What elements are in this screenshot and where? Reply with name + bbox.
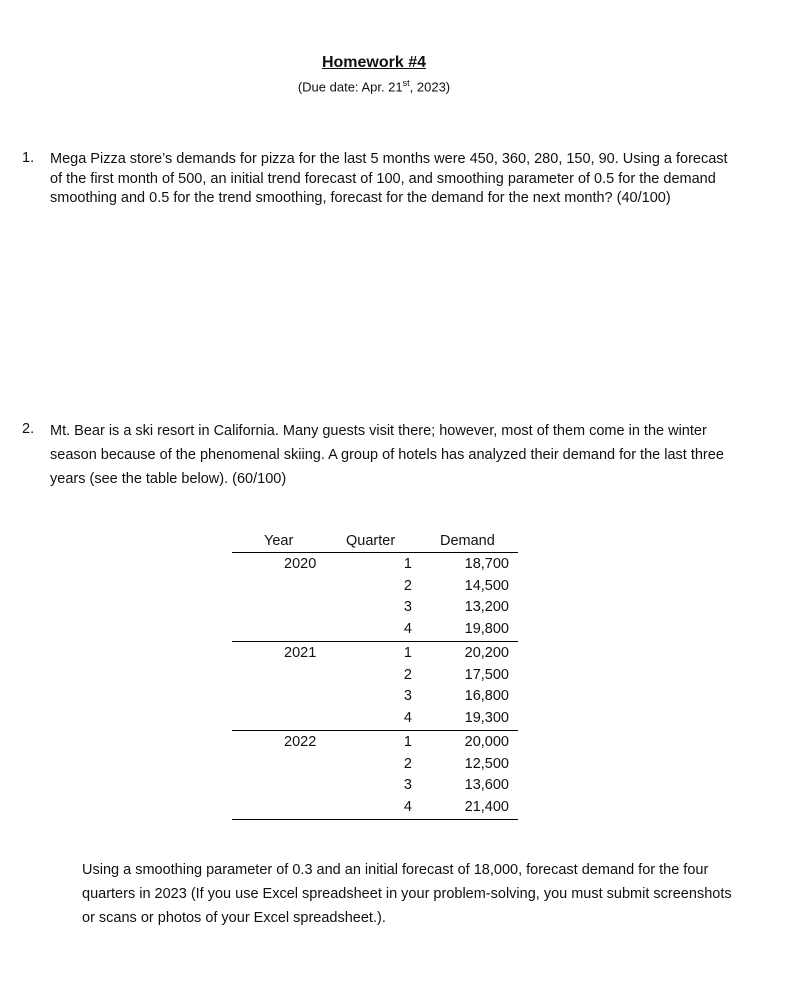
table-row xyxy=(232,777,518,799)
demand-cell: 13,200 xyxy=(464,599,509,616)
quarter-cell: 4 xyxy=(403,621,412,638)
table-row xyxy=(232,599,518,621)
table-header xyxy=(232,531,518,553)
table-row xyxy=(232,799,518,821)
quarter-cell: 1 xyxy=(403,556,412,572)
table-row xyxy=(232,556,518,578)
header-quarter: Quarter xyxy=(346,533,396,549)
demand-cell: 13,600 xyxy=(464,777,509,794)
demand-cell: 14,500 xyxy=(464,577,509,594)
due-date-ordinal: st xyxy=(402,78,410,88)
quarter-cell: 1 xyxy=(403,734,412,750)
year-cell: 2021 xyxy=(284,645,317,661)
year-group xyxy=(232,731,518,820)
demand-cell: 19,300 xyxy=(464,710,509,727)
quarter-cell: 3 xyxy=(403,777,412,794)
question-1-text: Mega Pizza store’s demands for pizza for the last 5 months were 450, 360, 280, 150, 90. Using a forecast of the first month of 500, an initial trend forecast of 100, and smoothing parameter of 0.5 for the demand smoothing and 0.5 for the trend smoothing, forecast for the demand for the next month? (40/100) xyxy=(50,151,728,206)
quarter-cell: 2 xyxy=(403,577,412,594)
page-title: Homework #4 xyxy=(321,54,427,71)
demand-cell: 20,200 xyxy=(464,645,509,661)
question-2-number: 2. xyxy=(22,421,35,437)
quarter-cell: 4 xyxy=(403,799,412,816)
table-row xyxy=(232,756,518,778)
quarter-cell: 2 xyxy=(403,755,412,772)
table-row xyxy=(232,621,518,643)
table-row xyxy=(232,645,518,667)
quarter-cell: 3 xyxy=(403,688,412,705)
due-date xyxy=(0,78,748,94)
question-2-text: Mt. Bear is a ski resort in California. Many guests visit there; however, most of them come in the winter season because of the phenomenal skiing. A group of hotels has analyzed their demand for the last three years (see the table below). (60/100) xyxy=(50,423,724,487)
year-group xyxy=(232,553,518,642)
demand-cell: 19,800 xyxy=(464,621,509,638)
table-row xyxy=(232,688,518,710)
due-date-suffix: , 2023) xyxy=(409,79,451,95)
year-cell: 2020 xyxy=(284,556,317,572)
table-row xyxy=(232,710,518,732)
demand-cell: 12,500 xyxy=(464,755,509,772)
quarter-cell: 4 xyxy=(403,710,412,727)
question-1-number: 1. xyxy=(22,150,35,166)
demand-table xyxy=(232,531,518,820)
year-cell: 2022 xyxy=(284,734,317,750)
quarter-cell: 2 xyxy=(403,666,412,683)
year-group xyxy=(232,642,518,731)
due-date-prefix: (Due date: Apr. 21 xyxy=(297,79,403,95)
demand-cell: 21,400 xyxy=(464,799,509,816)
table-row xyxy=(232,578,518,600)
demand-cell: 17,500 xyxy=(464,666,509,683)
question-2-instructions: Using a smoothing parameter of 0.3 and an initial forecast of 18,000, forecast demand for the four quarters in 2023 (If you use Excel spreadsheet in your problem-solving, you must submit screenshots or scans or photos of your Excel spreadsheet.). xyxy=(82,862,732,926)
table-row xyxy=(232,667,518,689)
demand-cell: 20,000 xyxy=(464,734,509,750)
quarter-cell: 3 xyxy=(403,599,412,616)
header-demand: Demand xyxy=(440,533,495,549)
demand-cell: 16,800 xyxy=(464,688,509,705)
table-row xyxy=(232,734,518,756)
header-year: Year xyxy=(264,533,294,549)
quarter-cell: 1 xyxy=(403,645,412,661)
demand-cell: 18,700 xyxy=(464,556,509,572)
